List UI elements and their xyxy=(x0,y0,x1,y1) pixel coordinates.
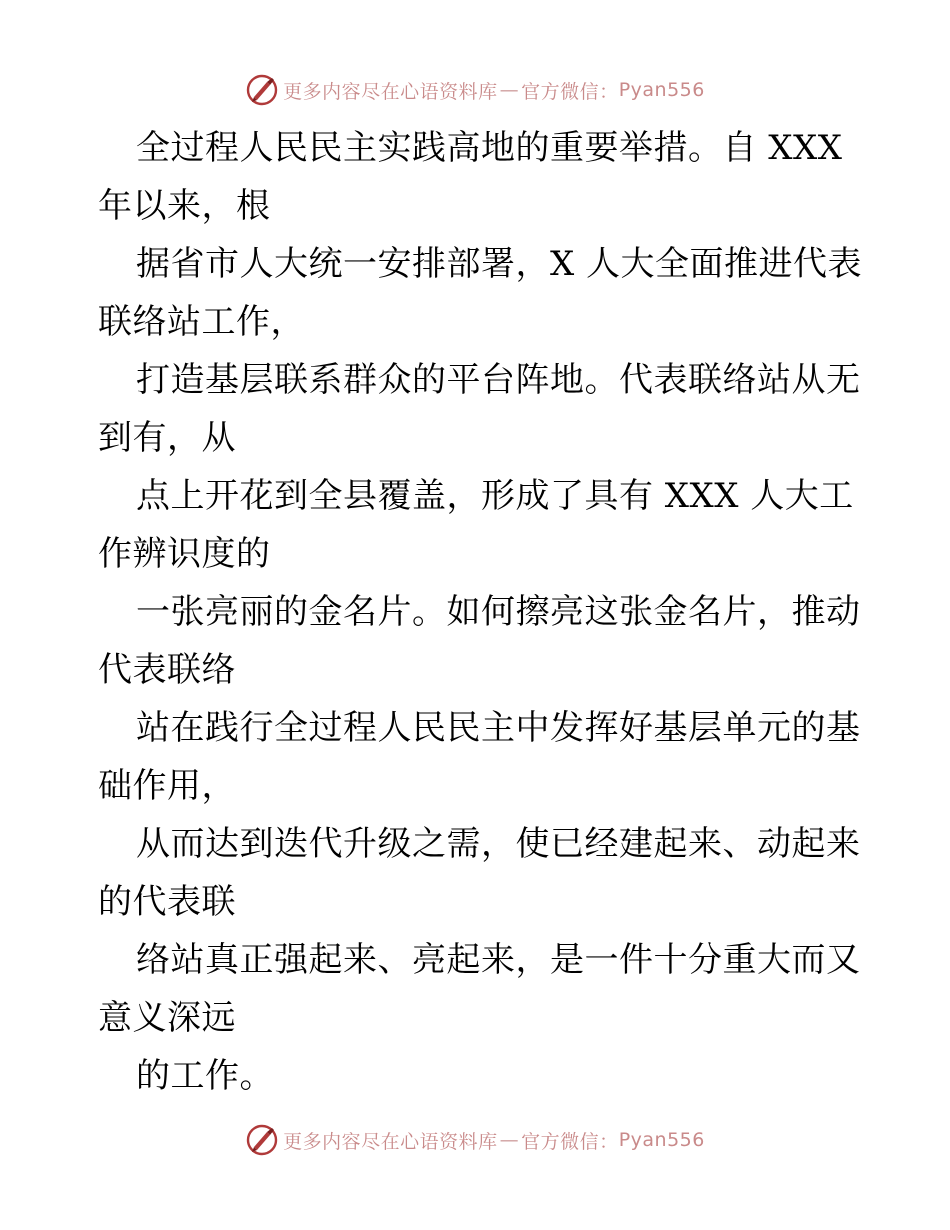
watermark-label: 官方微信： xyxy=(521,80,619,103)
text-line: 代表联络 xyxy=(98,650,236,690)
text-line: 作辨识度的 xyxy=(98,534,271,574)
watermark-text: 更多内容尽在心语资料库 xyxy=(283,1130,498,1153)
watermark-dash: — xyxy=(499,1129,520,1151)
watermark-id: Pyan556 xyxy=(618,79,705,101)
text-line: 的工作。 xyxy=(136,1056,274,1096)
pen-logo-icon xyxy=(245,73,279,107)
text-line: 络站真正强起来、亮起来，是一件十分重大而又 xyxy=(136,940,861,980)
text-line: 到有，从 xyxy=(98,418,236,458)
text-line: 点上开花到全县覆盖，形成了具有 XXX 人大工 xyxy=(136,476,854,516)
watermark-id: Pyan556 xyxy=(618,1129,705,1151)
text-line: 据省市人大统一安排部署，X 人大全面推进代表 xyxy=(136,244,863,284)
text-line: 年以来，根 xyxy=(98,186,271,226)
text-line: 意义深远 xyxy=(98,998,236,1038)
text-line: 从而达到迭代升级之需，使已经建起来、动起来 xyxy=(136,824,861,864)
text-line: 站在践行全过程人民民主中发挥好基层单元的基 xyxy=(136,708,861,748)
watermark-dash: — xyxy=(499,79,520,101)
text-line: 全过程人民民主实践高地的重要举措。自 XXX xyxy=(136,128,843,168)
watermark-text: 更多内容尽在心语资料库 xyxy=(283,80,498,103)
text-line: 一张亮丽的金名片。如何擦亮这张金名片，推动 xyxy=(136,592,861,632)
text-line: 打造基层联系群众的平台阵地。代表联络站从无 xyxy=(136,360,861,400)
text-line: 联络站工作， xyxy=(98,302,305,342)
watermark-header xyxy=(0,70,950,110)
watermark-footer xyxy=(0,1120,950,1160)
pen-logo-icon xyxy=(245,1123,279,1157)
text-line: 的代表联 xyxy=(98,882,236,922)
text-line: 础作用， xyxy=(98,766,236,806)
watermark-label: 官方微信： xyxy=(521,1130,619,1153)
